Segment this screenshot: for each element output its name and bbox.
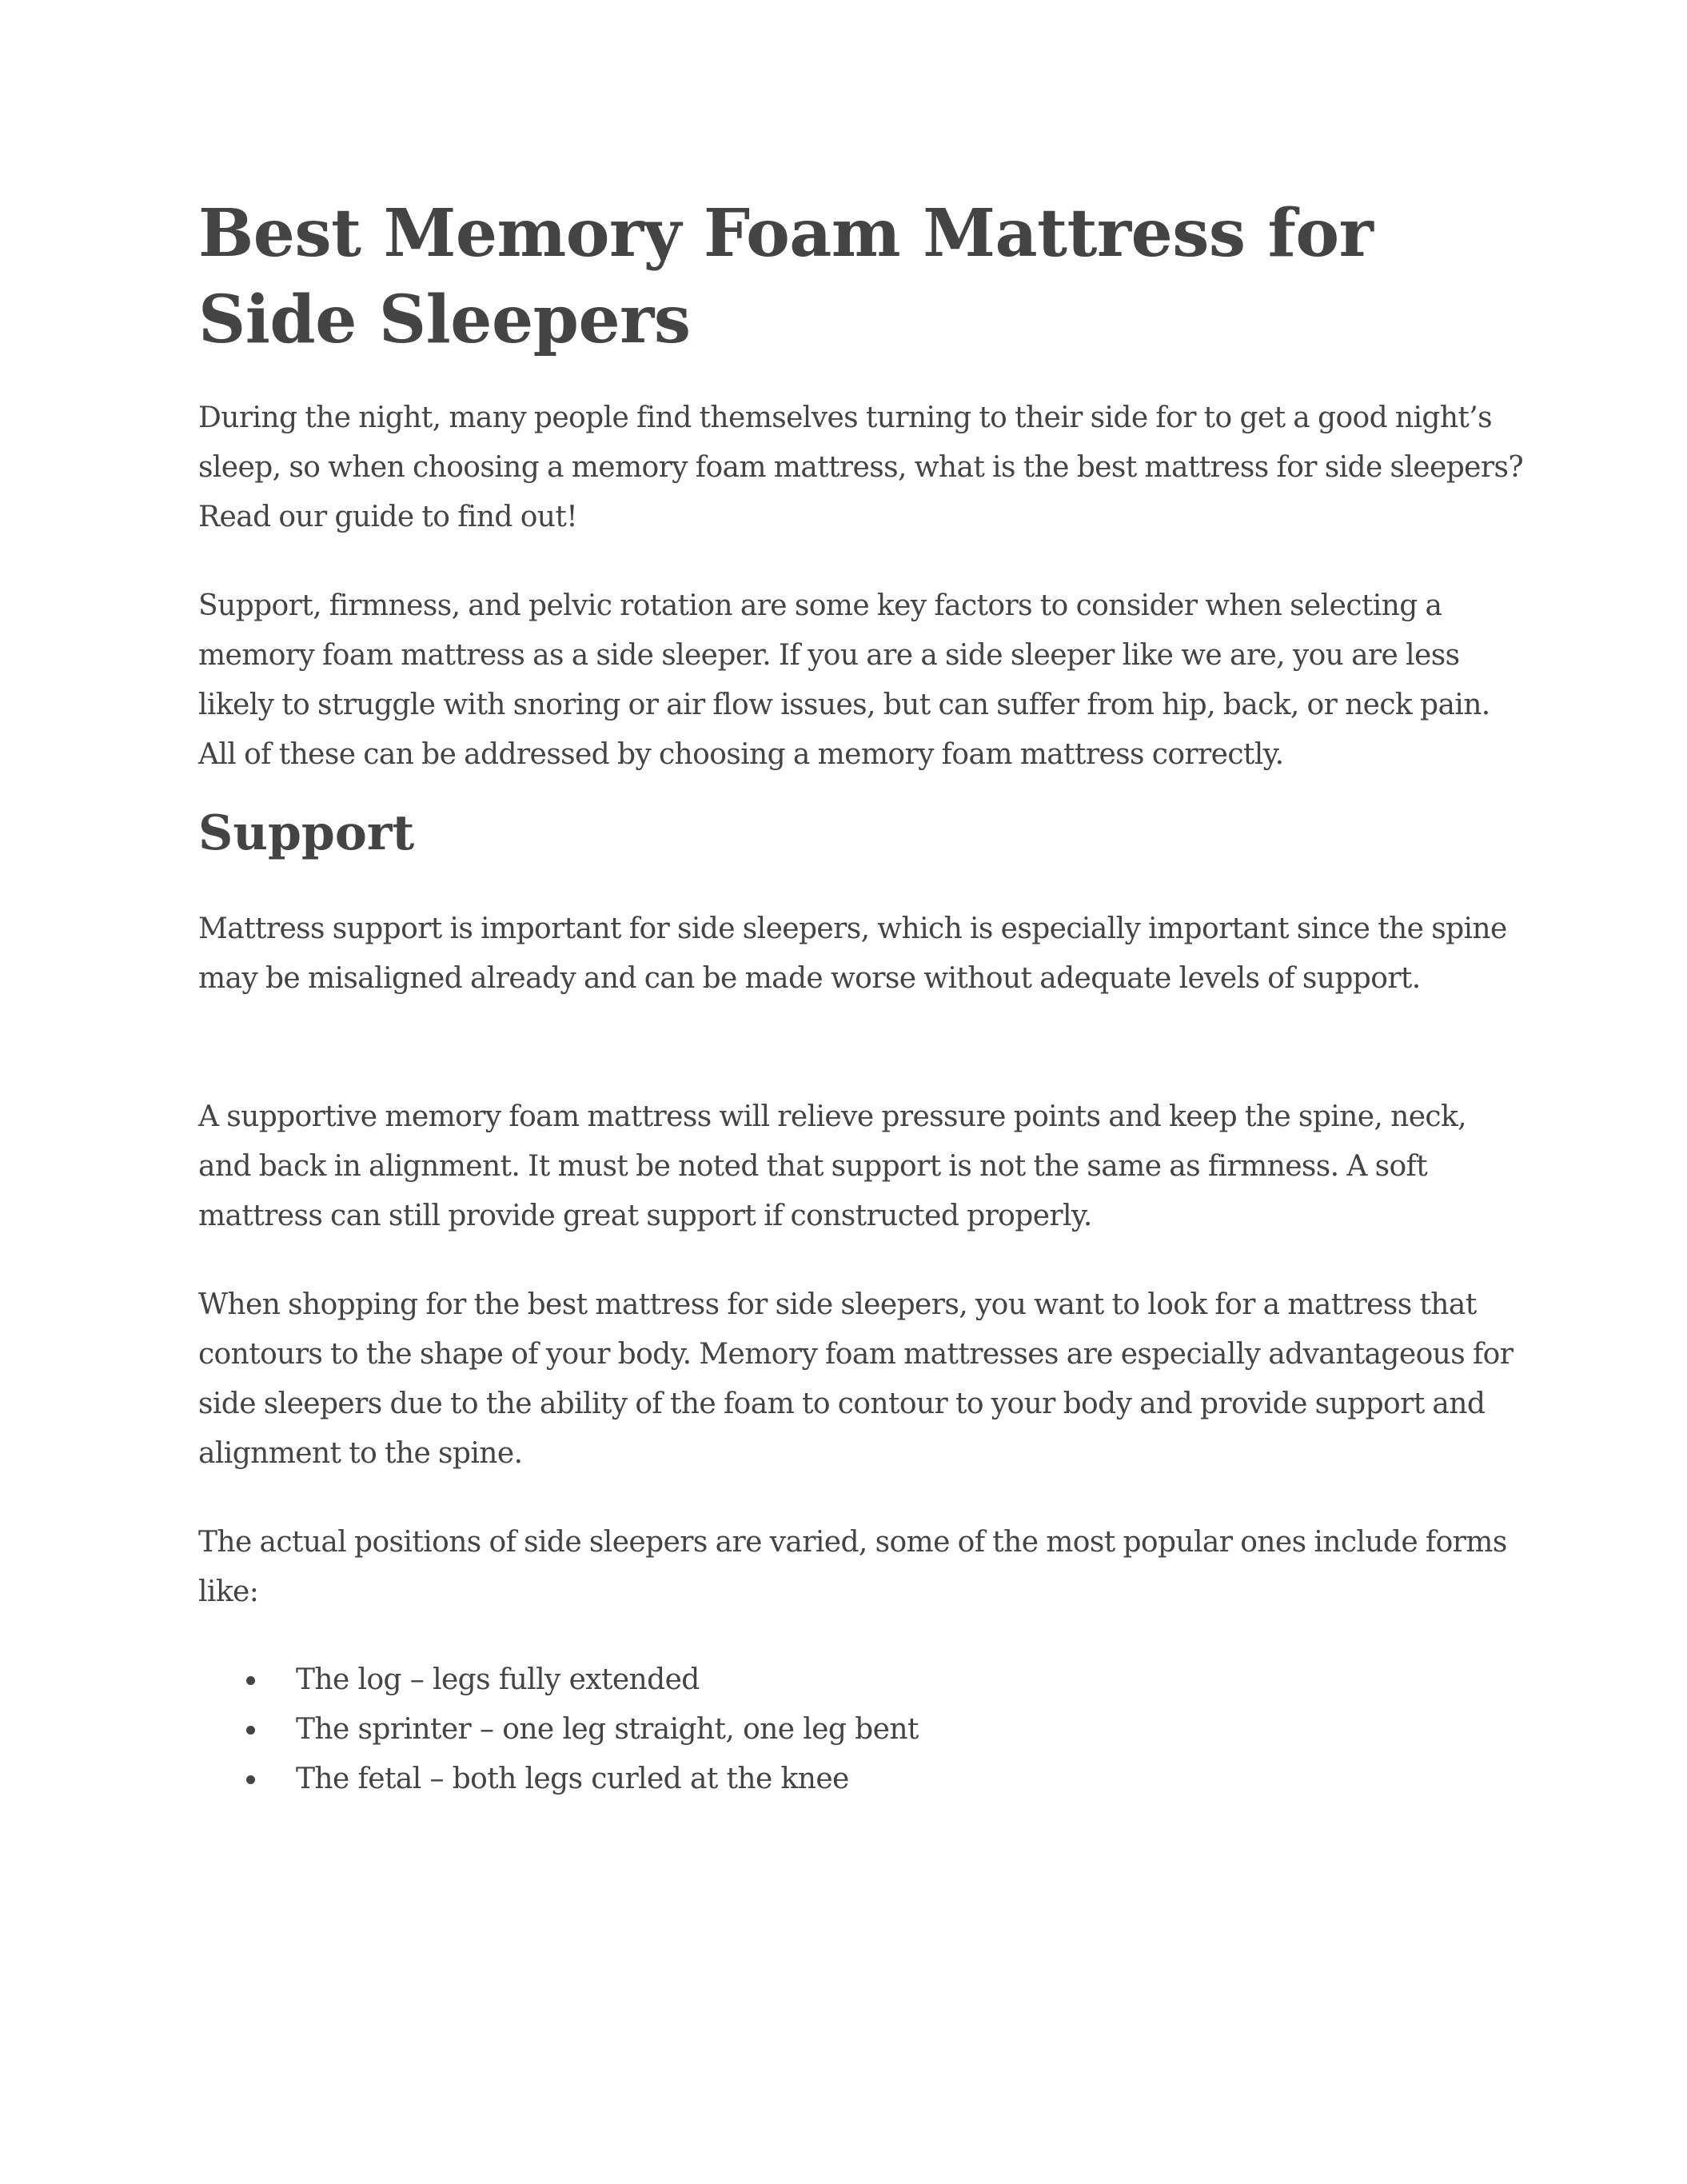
bullet-icon <box>246 1775 255 1784</box>
intro-paragraph-2: Support, firmness, and pelvic rotation are some key factors to consider when selecting a memory foam mattress as a side sleeper. If you are a side sleeper like we are, you are less likely to struggle with snoring or air flow issues, but can suffer from hip, back, or neck pain. All of these can be addressed by choosing a memory foam mattress correctly. <box>198 589 1490 771</box>
list-item <box>198 1705 919 1755</box>
support-paragraph-3: When shopping for the best mattress for side sleepers, you want to look for a mattress that contours to the shape of your body. Memory foam mattresses are especially advantageous for side sleepers due to the ability of the foam to contour to your body and provide support and alignment to the spine. <box>198 1288 1514 1470</box>
section-heading-support: Support <box>198 805 415 861</box>
bullet-icon <box>246 1726 255 1735</box>
sleep-positions-list <box>198 1655 919 1804</box>
bullet-icon <box>246 1676 255 1685</box>
list-item-text: The sprinter – one leg straight, one leg bent <box>296 1713 919 1746</box>
support-paragraph-2: A supportive memory foam mattress will relieve pressure points and keep the spine, neck, and back in alignment. It must be noted that support is not the same as firmness. A soft mattress can still provide great support if constructed properly. <box>198 1100 1467 1232</box>
support-paragraph-4: The actual positions of side sleepers are varied, some of the most popular ones include forms like: <box>198 1526 1507 1608</box>
page-title: Best Memory Foam Mattress for Side Sleepers <box>198 195 1374 358</box>
list-item-text: The log – legs fully extended <box>296 1663 700 1696</box>
list-item <box>198 1655 919 1705</box>
intro-paragraph-1: During the night, many people find themselves turning to their side for to get a good night’s sleep, so when choosing a memory foam mattress, what is the best mattress for side sleepers? Read our guide to find out! <box>198 401 1524 533</box>
list-item <box>198 1755 919 1804</box>
support-paragraph-1: Mattress support is important for side sleepers, which is especially important since the spine may be misaligned already and can be made worse without adequate levels of support. <box>198 912 1507 995</box>
list-item-text: The fetal – both legs curled at the knee <box>296 1763 849 1795</box>
